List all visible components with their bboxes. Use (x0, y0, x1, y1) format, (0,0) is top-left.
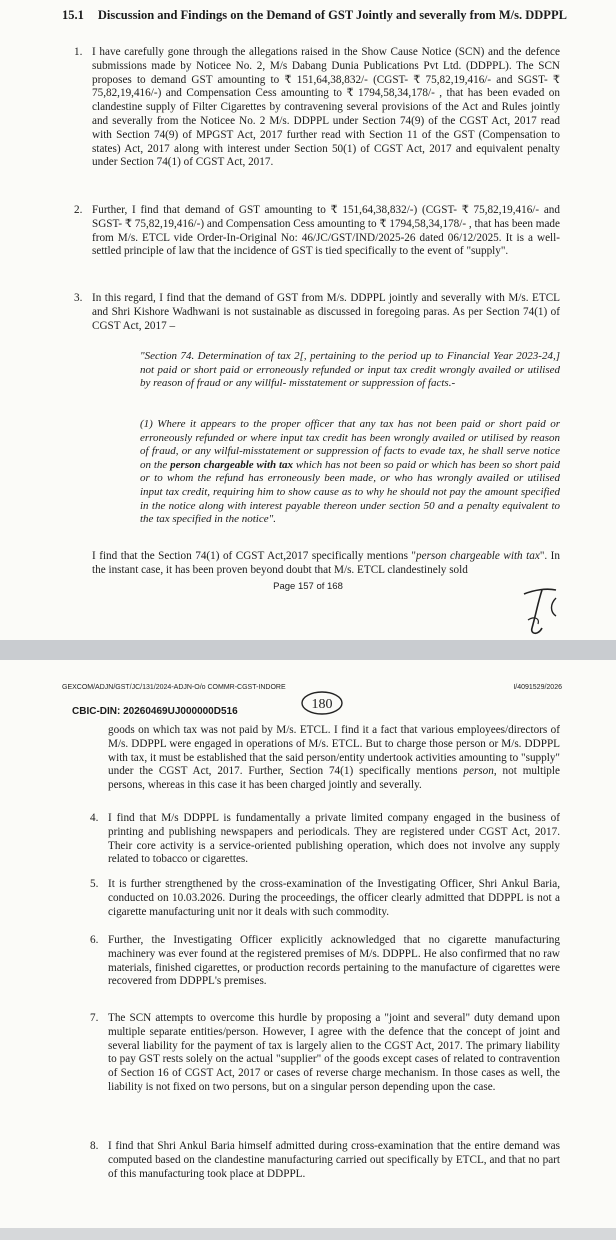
paragraph-text: I find that Shri Ankul Baria himself admitted during cross-examination that the entire demand was computed based on the clandestine manufacturing carried out specifically by ETCL, and that no part of this manufacturing took place at DDPPL. (108, 1140, 560, 1180)
paragraph-text: I find that M/s DDPPL is fundamentally a private limited company engaged in the business of printing and publishing newspapers and periodicals. They are registered under CGST Act, 2017. Their core activity is a service-oriented publishing operation, which does not involve any supply related to tobacco or cigarettes. (108, 812, 560, 866)
paragraph-number: 1. (74, 46, 83, 58)
paragraph-text: It is further strengthened by the cross-examination of the Investigating Officer, Shri Ankul Baria, conducted on 10.03.2026. During the proceedings, the officer clearly admitted that DDPPL is not a cigarette manufacturing unit nor it deals with such commodity. (108, 878, 560, 918)
document-page-158 (0, 660, 616, 1240)
paragraph-number: 4. (90, 812, 99, 824)
cbic-din: CBIC-DIN: 20260469UJ000000D516 (72, 706, 238, 717)
handwritten-number: 180 (311, 697, 333, 712)
closing-paragraph (92, 550, 560, 578)
continuation-paragraph (108, 724, 560, 793)
paragraph-text: Further, the Investigating Officer explicitly acknowledged that no cigarette manufacturing machinery was ever found at the registered premises of M/s. DDPPL. He also confirmed that no raw materials, finished cigarettes, or production records pertaining to the manufacture of cigarettes were recovered from DDPPL's premises. (108, 934, 560, 988)
paragraph-number: 2. (74, 204, 83, 216)
paragraph-text: Further, I find that demand of GST amounting to ₹ 151,64,38,832/-) (CGST- ₹ 75,82,19,416/- and SGST- ₹ 75,82,19,416/-) and Compensation Cess amounting to ₹ 1794,58,34,178/- , that has been made from M/s. ETCL vide Order-In-Original No: 46/JC/GST/IND/2025-26 dated 06/12/2025. It is a well-settled principle of law that the incidence of GST is tied specifically to the event of "supply". (92, 204, 560, 258)
handwritten-number-mark (300, 690, 344, 716)
paragraph-8 (90, 1140, 560, 1181)
quote-emphasis: person chargeable with tax (170, 458, 294, 471)
file-reference: GEXCOM/ADJN/GST/JC/131/2024-ADJN-O/o COMMR-CGST-INDORE (62, 684, 286, 691)
page-bottom-edge (0, 1228, 616, 1240)
continuation-italic: person (463, 765, 494, 778)
paragraph-text: In this regard, I find that the demand of GST from M/s. DDPPL jointly and severally with M/s. ETCL and Shri Kishore Wadhwani is not sustainable as discussed in foregoing paras. As per Section 74(1) of CGST Act, 2017 – (92, 292, 560, 332)
paragraph-3 (74, 292, 560, 333)
section-number: 15.1 (62, 8, 84, 22)
continuation-text: goods on which tax was not paid by M/s. ETCL. I find it a fact that various employees/directors of M/s. DDPPL were engaged in operations of M/s. ETCL. But to charge those person or M/s. DDPPL with tax, it must be established that the said person/entity undertook activities amounting to "supply" under the CGST Act, 2017. Further, Section 74(1) specifically mentions (108, 724, 560, 778)
section-heading (62, 8, 567, 23)
continuation-text: , not multiple persons, whereas in this case it has been charged jointly and severally. (108, 765, 560, 792)
statute-quote-subsection (140, 418, 560, 527)
statute-quote-heading: "Section 74. Determination of tax 2[, pertaining to the period up to Financial Year 2023-24,] not paid or short paid or erroneously refunded or input tax credit wrongly availed or utilised by reason of fraud or any willful- misstatement or suppression of facts.- (140, 350, 560, 390)
paragraph-6 (90, 934, 560, 989)
quote-text: (1) Where it appears to the proper officer that any tax has not been paid or short paid or erroneously refunded or where input tax credit has been wrongly availed or utilised by reason of fraud, or any wilful-misstatement or suppression of facts to evade tax, he shall serve notice on the (140, 418, 560, 471)
paragraph-number: 8. (90, 1140, 99, 1152)
closing-text: ". In the instant case, it has been proven beyond doubt that M/s. ETCL clandestinely sold (92, 550, 560, 576)
paragraph-7 (90, 1012, 560, 1095)
paragraph-number: 5. (90, 878, 99, 890)
paragraph-number: 6. (90, 934, 99, 946)
page-separator (0, 640, 616, 660)
page-number: Page 157 of 168 (273, 581, 343, 592)
paragraph-4 (90, 812, 560, 867)
paragraph-number: 3. (74, 292, 83, 304)
signature-image (516, 580, 576, 640)
quote-text: which has not been so paid or which has been so short paid or to whom the refund has erroneously been made, or who has wrongly availed or utilised input tax credit, requiring him to show cause as to why he should not pay the amount specified in the notice along with interest payable thereon under section 50 and a penalty equivalent to the tax specified in the notice". (140, 458, 560, 526)
document-reference: I/4091529/2026 (513, 684, 562, 691)
paragraph-text: The SCN attempts to overcome this hurdle by proposing a "joint and several" duty demand upon multiple separate entities/person. However, I agree with the defence that the concept of joint and several liability for the payment of tax is largely alien to the CGST Act, 2017. The primary liability to pay GST rests solely on the actual "supplier" of the goods except cases of related to contravention of Section 16 of CGST Act, 2017 or cases of reverse charge mechanism. In those cases as well, the liability is not fixed on two persons, but on a singular person depending upon the case. (108, 1012, 560, 1093)
paragraph-number: 7. (90, 1012, 99, 1024)
closing-text: I find that the Section 74(1) of CGST Act,2017 specifically mentions " (92, 550, 417, 562)
paragraph-text: I have carefully gone through the allegations raised in the Show Cause Notice (SCN) and the defence submissions made by Noticee No. 2, M/s Dabang Dunia Publications Pvt Ltd. (DDPPL). The SCN proposes to demand GST amounting to ₹ 151,64,38,832/- (CGST- ₹ 75,82,19,416/- and SGST- ₹ 75,82,19,416/-) and Compensation Cess amounting to ₹ 1794,58,34,178/- , that has been evaded on clandestine supply of Filter Cigarettes by contravening several provisions of the Act and Rules jointly and severally from the Noticee No. 2 M/s. DDPPL under Section 74(9) of the CGST Act, 2017 read with Section 74(9) of MPGST Act, 2017 further read with Section 11 of the GST (Compensation to states) Act, 2017 along with interest under Section 50(1) of CGST Act, 2017 and equivalent penalty under Section 74(1) of CGST Act, 2017. (92, 46, 560, 169)
paragraph-2 (74, 204, 560, 259)
closing-italic: person chargeable with tax (416, 550, 540, 562)
paragraph-5 (90, 878, 560, 919)
section-title: Discussion and Findings on the Demand of GST Jointly and severally from M/s. DDPPL (97, 8, 567, 22)
paragraph-1 (74, 46, 560, 170)
